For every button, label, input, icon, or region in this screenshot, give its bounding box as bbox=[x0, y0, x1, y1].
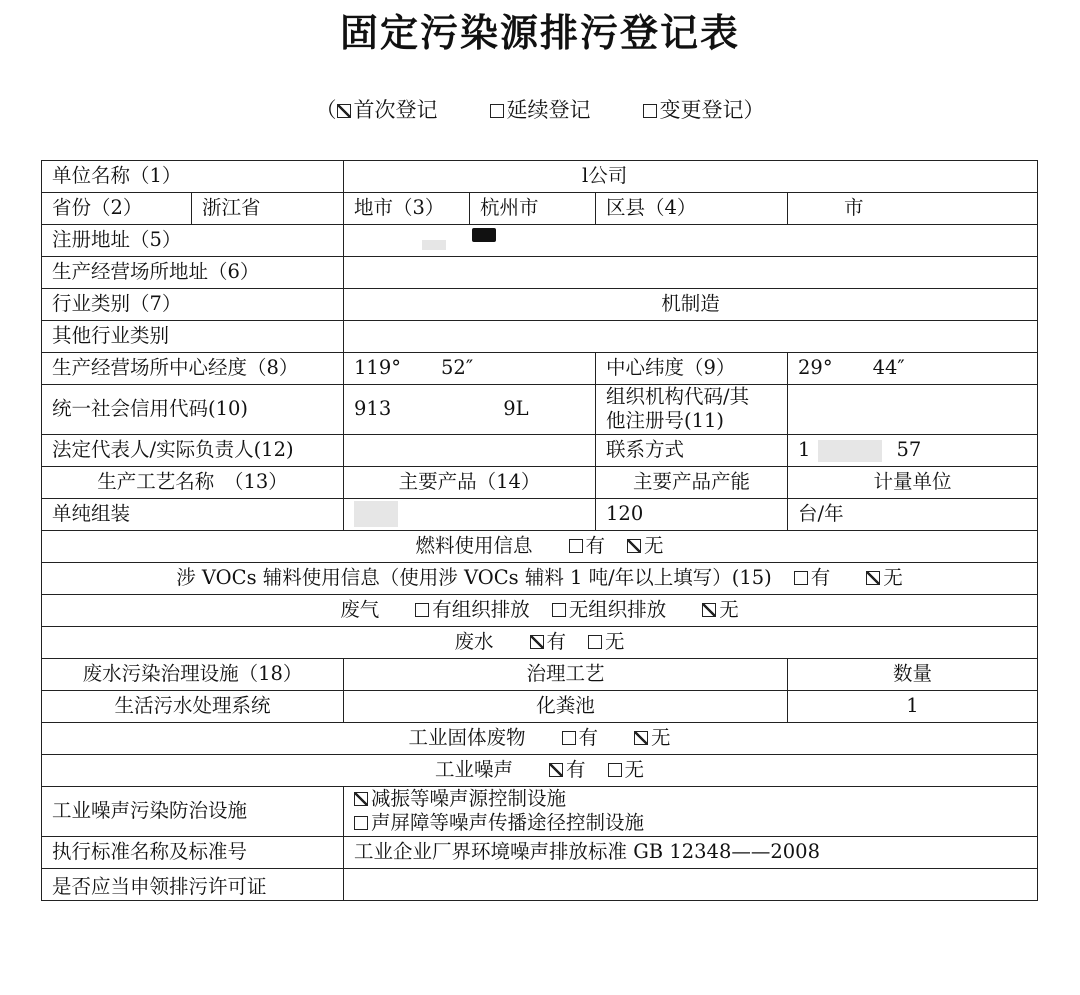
row-permit bbox=[42, 868, 1038, 900]
unit-header: 计量单位 bbox=[788, 466, 1038, 498]
contact-value[interactable] bbox=[788, 434, 1038, 466]
checkbox-empty-icon[interactable] bbox=[643, 104, 657, 118]
vocs-info bbox=[42, 562, 1038, 594]
checkbox-checked-icon[interactable] bbox=[702, 603, 716, 617]
wastewater-quantity-header: 数量 bbox=[788, 658, 1038, 690]
checkbox-empty-icon[interactable] bbox=[490, 104, 504, 118]
longitude-value[interactable] bbox=[344, 353, 596, 385]
fuel-info bbox=[42, 530, 1038, 562]
checkbox-empty-icon[interactable] bbox=[354, 816, 368, 830]
checkbox-checked-icon[interactable] bbox=[530, 635, 544, 649]
option-change-registration[interactable] bbox=[643, 94, 744, 124]
permit-label: 是否应当申领排污许可证 bbox=[42, 868, 344, 900]
row-credit-code bbox=[42, 385, 1038, 435]
option-label: 无 bbox=[651, 726, 671, 750]
checkbox-empty-icon[interactable] bbox=[552, 603, 566, 617]
redaction-block bbox=[818, 440, 882, 462]
row-product-header bbox=[42, 466, 1038, 498]
permit-value[interactable] bbox=[344, 868, 1038, 900]
checkbox-checked-icon[interactable] bbox=[634, 731, 648, 745]
redaction-block bbox=[354, 501, 398, 527]
option-label: 延续登记 bbox=[506, 98, 591, 122]
row-site-address bbox=[42, 257, 1038, 289]
wastewater-facility-header: 废水污染治理设施（18） bbox=[42, 658, 344, 690]
credit-code-prefix: 913 bbox=[354, 397, 392, 421]
noise-label: 工业噪声 bbox=[434, 758, 513, 782]
registration-form-table bbox=[41, 160, 1038, 901]
province-value[interactable]: 浙江省 bbox=[192, 193, 344, 225]
latitude-degrees: 29° bbox=[798, 356, 833, 380]
registered-address-value[interactable] bbox=[344, 225, 1038, 257]
row-legal-rep bbox=[42, 434, 1038, 466]
option-label: 无 bbox=[624, 758, 645, 782]
open-paren: （ bbox=[315, 98, 337, 122]
company-name-text: l公司 bbox=[582, 164, 628, 188]
main-product-value[interactable] bbox=[344, 498, 596, 530]
redaction-block bbox=[472, 228, 496, 242]
main-product-header: 主要产品（14） bbox=[344, 466, 596, 498]
solid-waste-label: 工业固体废物 bbox=[408, 726, 526, 750]
checkbox-empty-icon[interactable] bbox=[569, 539, 583, 553]
noise-no-option[interactable] bbox=[608, 758, 645, 781]
standard-label: 执行标准名称及标准号 bbox=[42, 836, 344, 868]
latitude-value[interactable] bbox=[788, 353, 1038, 385]
credit-code-value[interactable] bbox=[344, 385, 596, 435]
option-label: 有 bbox=[566, 758, 586, 782]
other-industry-value[interactable] bbox=[344, 321, 1038, 353]
row-wastewater bbox=[42, 626, 1038, 658]
latitude-label: 中心纬度（9） bbox=[596, 353, 788, 385]
option-label: 无组织排放 bbox=[568, 598, 667, 622]
row-exhaust bbox=[42, 594, 1038, 626]
exhaust-none-option[interactable] bbox=[702, 598, 739, 621]
noise-facility-options bbox=[344, 786, 1038, 836]
checkbox-checked-icon[interactable] bbox=[549, 763, 563, 777]
province-label: 省份（2） bbox=[42, 193, 192, 225]
option-label: 首次登记 bbox=[353, 98, 438, 122]
latitude-seconds: 44″ bbox=[872, 356, 905, 380]
row-noise bbox=[42, 754, 1038, 786]
industry-value[interactable]: 机制造 bbox=[344, 289, 1038, 321]
longitude-label: 生产经营场所中心经度（8） bbox=[42, 353, 344, 385]
fuel-label: 燃料使用信息 bbox=[415, 534, 533, 558]
wastewater-quantity-value[interactable]: 1 bbox=[788, 690, 1038, 722]
legal-rep-value[interactable] bbox=[344, 434, 596, 466]
row-company bbox=[42, 161, 1038, 193]
exhaust-label: 废气 bbox=[340, 598, 380, 622]
row-standard bbox=[42, 836, 1038, 868]
fuel-yes-option[interactable] bbox=[569, 534, 606, 557]
vocs-yes-option[interactable] bbox=[794, 566, 831, 589]
row-fuel bbox=[42, 530, 1038, 562]
option-label: 有组织排放 bbox=[432, 598, 530, 622]
option-first-registration[interactable] bbox=[337, 94, 438, 124]
wastewater-label: 废水 bbox=[454, 630, 494, 654]
capacity-header: 主要产品产能 bbox=[596, 466, 788, 498]
legal-rep-label: 法定代表人/实际负责人(12) bbox=[42, 434, 344, 466]
close-paren: ） bbox=[743, 98, 765, 122]
wastewater-process-header: 治理工艺 bbox=[344, 658, 788, 690]
row-coordinates bbox=[42, 353, 1038, 385]
checkbox-empty-icon[interactable] bbox=[562, 731, 576, 745]
capacity-value[interactable]: 120 bbox=[596, 498, 788, 530]
district-value[interactable]: 市 bbox=[788, 193, 1038, 225]
company-value[interactable] bbox=[344, 161, 1038, 193]
standard-value[interactable]: 工业企业厂界环境噪声排放标准 GB 12348——2008 bbox=[344, 836, 1038, 868]
option-label: 无 bbox=[883, 566, 903, 590]
checkbox-checked-icon[interactable] bbox=[866, 571, 880, 585]
contact-label: 联系方式 bbox=[596, 434, 788, 466]
option-label: 减振等噪声源控制设施 bbox=[371, 786, 567, 810]
exhaust-unorganized-option[interactable] bbox=[552, 598, 667, 621]
row-product bbox=[42, 498, 1038, 530]
checkbox-checked-icon[interactable] bbox=[337, 104, 351, 118]
option-label: 声屏障等噪声传播途径控制设施 bbox=[371, 811, 645, 835]
org-code-label-line2: 他注册号(11) bbox=[606, 409, 725, 433]
row-industry bbox=[42, 289, 1038, 321]
noise-facility-label: 工业噪声污染防治设施 bbox=[42, 786, 344, 836]
other-industry-label: 其他行业类别 bbox=[42, 321, 344, 353]
checkbox-empty-icon[interactable] bbox=[415, 603, 429, 617]
wastewater-process-value[interactable]: 化粪池 bbox=[344, 690, 788, 722]
org-code-label bbox=[596, 385, 788, 435]
noise-yes-option[interactable] bbox=[549, 758, 586, 781]
credit-code-label: 统一社会信用代码(10) bbox=[42, 385, 344, 435]
registration-type bbox=[0, 94, 1080, 124]
wastewater-info bbox=[42, 626, 1038, 658]
row-registered-address bbox=[42, 225, 1038, 257]
contact-suffix: 57 bbox=[896, 438, 922, 462]
process-name-header: 生产工艺名称 （13） bbox=[42, 466, 344, 498]
process-name-value[interactable]: 单纯组装 bbox=[42, 498, 344, 530]
exhaust-info bbox=[42, 594, 1038, 626]
solid-waste-info bbox=[42, 722, 1038, 754]
contact-prefix: 1 bbox=[798, 438, 811, 462]
checkbox-empty-icon[interactable] bbox=[588, 635, 602, 649]
row-wastewater-header bbox=[42, 658, 1038, 690]
checkbox-checked-icon[interactable] bbox=[354, 792, 368, 806]
company-label: 单位名称（1） bbox=[42, 161, 344, 193]
row-solid-waste bbox=[42, 722, 1038, 754]
option-label: 变更登记 bbox=[659, 98, 744, 122]
wastewater-facility-value[interactable]: 生活污水处理系统 bbox=[42, 690, 344, 722]
wastewater-yes-option[interactable] bbox=[530, 630, 567, 653]
option-label: 无 bbox=[605, 630, 625, 654]
district-label: 区县（4） bbox=[596, 193, 788, 225]
checkbox-empty-icon[interactable] bbox=[794, 571, 808, 585]
wastewater-no-option[interactable] bbox=[588, 630, 625, 653]
solid-waste-yes-option[interactable] bbox=[562, 726, 599, 749]
noise-info bbox=[42, 754, 1038, 786]
option-label: 无 bbox=[719, 598, 739, 622]
credit-code-suffix: 9L bbox=[503, 397, 529, 421]
row-other-industry bbox=[42, 321, 1038, 353]
city-value[interactable]: 杭州市 bbox=[470, 193, 596, 225]
vocs-label: 涉 VOCs 辅料使用信息（使用涉 VOCs 辅料 1 吨/年以上填写）(15) bbox=[176, 566, 772, 590]
option-label: 有 bbox=[578, 726, 599, 750]
city-label: 地市（3） bbox=[344, 193, 470, 225]
row-noise-facility bbox=[42, 786, 1038, 836]
registered-address-label: 注册地址（5） bbox=[42, 225, 344, 257]
longitude-degrees: 119° bbox=[354, 356, 401, 380]
option-label: 有 bbox=[585, 534, 606, 558]
org-code-value[interactable] bbox=[788, 385, 1038, 435]
row-wastewater-facility bbox=[42, 690, 1038, 722]
row-vocs bbox=[42, 562, 1038, 594]
industry-label: 行业类别（7） bbox=[42, 289, 344, 321]
option-label: 无 bbox=[644, 534, 664, 558]
form-title: 固定污染源排污登记表 bbox=[339, 10, 740, 55]
longitude-seconds: 52″ bbox=[441, 356, 474, 380]
option-label: 有 bbox=[810, 566, 831, 590]
option-renewal-registration[interactable] bbox=[490, 94, 591, 124]
site-address-label: 生产经营场所地址（6） bbox=[42, 257, 344, 289]
site-address-value[interactable] bbox=[344, 257, 1038, 289]
org-code-label-line1: 组织机构代码/其 bbox=[606, 385, 750, 408]
fuel-no-option[interactable] bbox=[627, 534, 664, 557]
option-label: 有 bbox=[546, 630, 567, 654]
noise-path-control-option[interactable] bbox=[354, 811, 1027, 835]
exhaust-organized-option[interactable] bbox=[415, 598, 530, 621]
vocs-no-option[interactable] bbox=[866, 566, 903, 589]
redaction-block bbox=[422, 240, 446, 250]
solid-waste-no-option[interactable] bbox=[634, 726, 671, 749]
unit-value[interactable]: 台/年 bbox=[788, 498, 1038, 530]
checkbox-empty-icon[interactable] bbox=[608, 763, 622, 777]
row-location bbox=[42, 193, 1038, 225]
checkbox-checked-icon[interactable] bbox=[627, 539, 641, 553]
noise-source-control-option[interactable] bbox=[354, 787, 1027, 811]
